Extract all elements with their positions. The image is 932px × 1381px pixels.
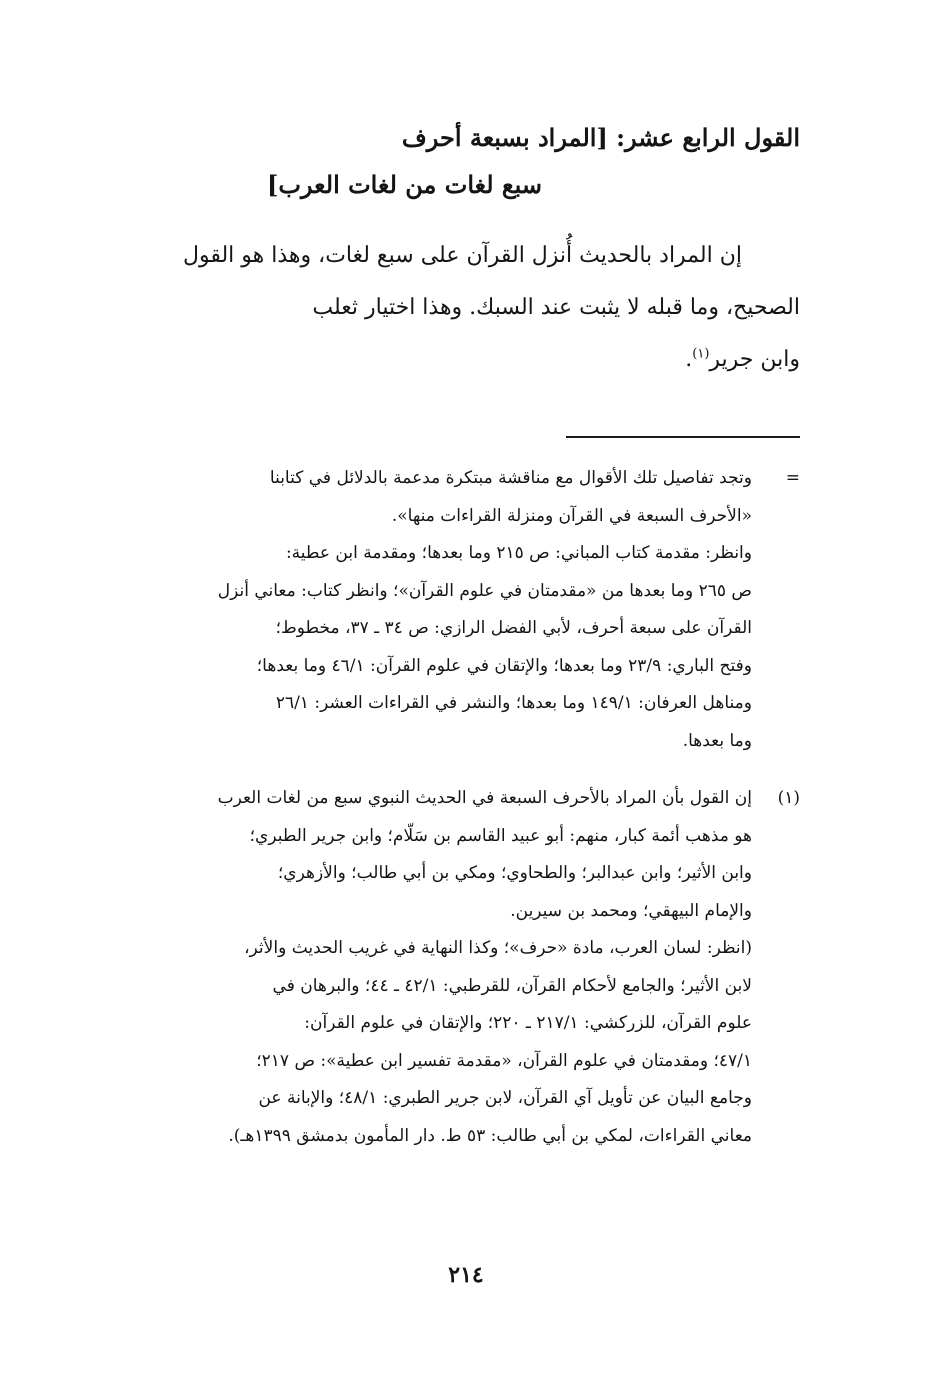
footnote-number: (١) xyxy=(777,788,800,808)
footnote-continuation xyxy=(110,460,800,760)
paragraph-line: إن المراد بالحديث أُنزل القرآن على سبع لغات، وهذا هو القول xyxy=(182,243,742,268)
footnote-line: وما بعدها. xyxy=(682,730,752,751)
footnote-line: ٤٧/١؛ ومقدمتان في علوم القرآن، «مقدمة تفسير ابن عطية»: ص ٢١٧؛ xyxy=(256,1050,752,1071)
footnote-line: إن القول بأن المراد بالأحرف السبعة في الحديث النبوي سبع من لغات العرب xyxy=(217,788,752,808)
section-heading-line-2: سبع لغات من لغات العرب] xyxy=(266,170,542,199)
section-heading-line-1: القول الرابع عشر: [المراد بسبعة أحرف xyxy=(401,123,800,152)
main-paragraph xyxy=(108,230,800,386)
paragraph-line-last: وابن جرير$^{(١)}$. xyxy=(685,346,800,372)
footnote-reference: (١) xyxy=(692,346,710,362)
footnote-line: لابن الأثير؛ والجامع لأحكام القرآن، للقرطبي: ٤٢/١ ـ ٤٤؛ والبرهان في xyxy=(272,975,752,996)
continuation-marker: = xyxy=(785,468,800,488)
footnote-line: (انظر: لسان العرب، مادة «حرف»؛ وكذا النهاية في غريب الحديث والأثر، xyxy=(244,938,752,958)
footnote-line: معاني القراءات، لمكي بن أبي طالب: ٥٣ ط. دار المأمون بدمشق ١٣٩٩هـ). xyxy=(228,1125,752,1146)
footnote-line: القرآن على سبعة أحرف، لأبي الفضل الرازي: ص ٣٤ ـ ٣٧، مخطوط؛ xyxy=(275,618,752,638)
footnote-separator xyxy=(566,436,800,438)
footnote-line: وابن الأثير؛ وابن عبدالبر؛ والطحاوي؛ ومكي بن أبي طالب؛ والأزهري؛ xyxy=(277,863,752,883)
footnote-line: ومناهل العرفان: ١٤٩/١ وما بعدها؛ والنشر في القراءات العشر: ٢٦/١ xyxy=(275,693,752,713)
paragraph-line: الصحيح، وما قبله لا يثبت عند السبك. وهذا اختيار ثعلب xyxy=(312,295,800,320)
footnote-1 xyxy=(110,780,800,1155)
footnote-line: «الأحرف السبعة في القرآن ومنزلة القراءات منها». xyxy=(391,505,752,526)
footnote-line: ص ٢٦٥ وما بعدها من «مقدمتان في علوم القرآن»؛ وانظر كتاب: معاني أنزل xyxy=(217,580,752,601)
footnote-line: هو مذهب أئمة كبار، منهم: أبو عبيد القاسم بن سَلّام؛ وابن جرير الطبري؛ xyxy=(249,825,752,846)
footnote-line: وفتح الباري: ٢٣/٩ وما بعدها؛ والإتقان في علوم القرآن: ٤٦/١ وما بعدها؛ xyxy=(256,655,752,676)
page-number: ٢١٤ xyxy=(448,1262,484,1288)
footnote-line: والإمام البيهقي؛ ومحمد بن سيرين. xyxy=(510,900,752,921)
footnote-line: وانظر: مقدمة كتاب المباني: ص ٢١٥ وما بعدها؛ ومقدمة ابن عطية: xyxy=(285,543,752,563)
footnotes xyxy=(110,460,800,1155)
paragraph-text: وابن جرير xyxy=(709,347,800,372)
footnote-line: علوم القرآن، للزركشي: ٢١٧/١ ـ ٢٢٠؛ والإتقان في علوم القرآن: xyxy=(304,1013,752,1033)
footnote-line: وتجد تفاصيل تلك الأقوال مع مناقشة مبتكرة مدعمة بالدلائل في كتابنا xyxy=(269,468,752,488)
footnote-line: وجامع البيان عن تأويل آي القرآن، لابن جرير الطبري: ٤٨/١؛ والإبانة عن xyxy=(258,1088,752,1108)
